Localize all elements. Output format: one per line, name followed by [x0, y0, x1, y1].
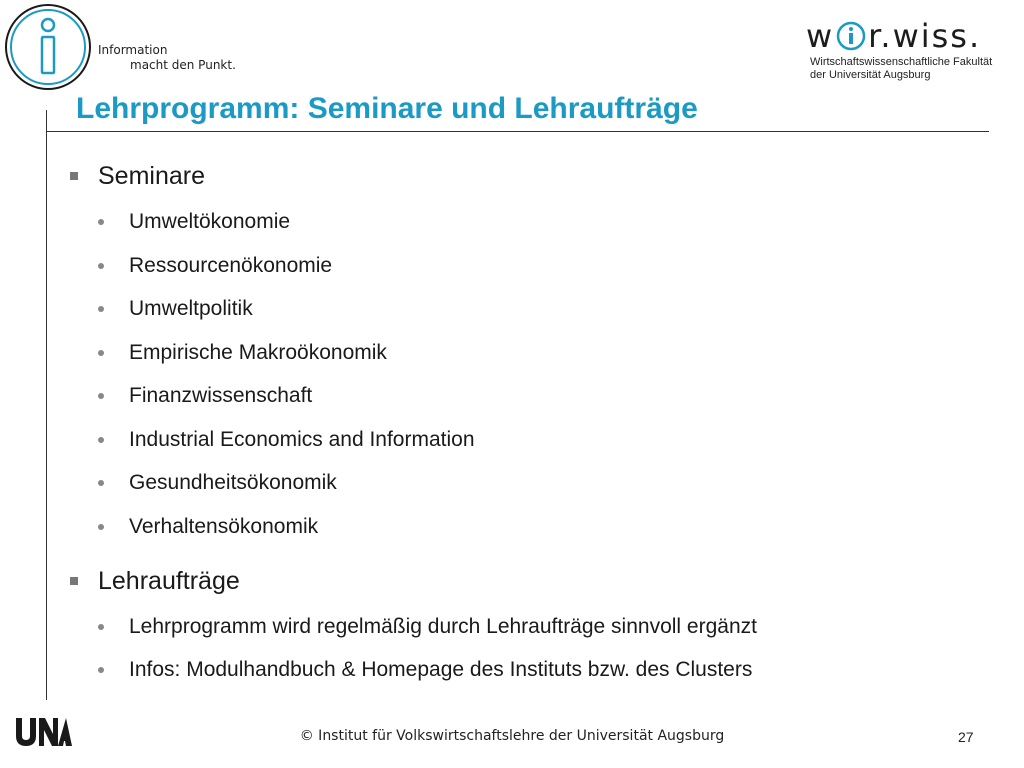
- list-item-text: Lehrprogramm wird regelmäßig durch Lehraufträge sinnvoll ergänzt: [129, 615, 757, 638]
- faculty-name-line-2: der Universität Augsburg: [810, 69, 931, 81]
- bullet-dot-icon: [98, 480, 104, 486]
- list-item-text: Umweltökonomie: [129, 210, 291, 233]
- info-i-icon: [836, 21, 866, 51]
- list-item-text: Verhaltensökonomik: [129, 515, 319, 538]
- list-item-text: Infos: Modulhandbuch & Homepage des Instituts bzw. des Clusters: [129, 658, 753, 681]
- vertical-rule: [46, 110, 47, 700]
- slide-title: Lehrprogramm: Seminare und Lehraufträge: [76, 92, 698, 125]
- bullet-dot-icon: [98, 624, 104, 630]
- list-item-text: Gesundheitsökonomik: [129, 471, 337, 494]
- section-heading-text: Seminare: [98, 162, 205, 190]
- bullet-dot-icon: [98, 219, 104, 225]
- bullet-dot-icon: [98, 306, 104, 312]
- tagline-line-1: Information: [98, 43, 168, 57]
- bullet-dot-icon: [98, 524, 104, 530]
- tagline-line-2: macht den Punkt.: [130, 58, 236, 72]
- page-number: 27: [958, 729, 974, 745]
- list-item-text: Ressourcenökonomie: [129, 254, 333, 277]
- bullet-dot-icon: [98, 350, 104, 356]
- bullet-dot-icon: [98, 393, 104, 399]
- info-logo-icon: [4, 3, 92, 91]
- faculty-wordmark-left: w: [806, 17, 835, 55]
- bullet-dot-icon: [98, 263, 104, 269]
- square-bullet-icon: [70, 577, 78, 585]
- bullet-dot-icon: [98, 667, 104, 673]
- footer-copyright: © Institut für Volkswirtschaftslehre der Universität Augsburg: [299, 728, 725, 744]
- list-item-text: Empirische Makroökonomik: [129, 341, 387, 364]
- section-heading-text: Lehraufträge: [98, 567, 240, 595]
- list-item-text: Finanzwissenschaft: [129, 384, 313, 407]
- list-item-text: Industrial Economics and Information: [129, 428, 475, 451]
- square-bullet-icon: [70, 172, 78, 180]
- faculty-name-line-1: Wirtschaftswissenschaftliche Fakultät: [810, 56, 993, 68]
- list-item-text: Umweltpolitik: [129, 297, 253, 320]
- bullet-dot-icon: [98, 437, 104, 443]
- horizontal-rule: [46, 131, 989, 132]
- faculty-wordmark: [806, 16, 981, 56]
- faculty-wordmark-right: r.wiss.: [868, 17, 982, 55]
